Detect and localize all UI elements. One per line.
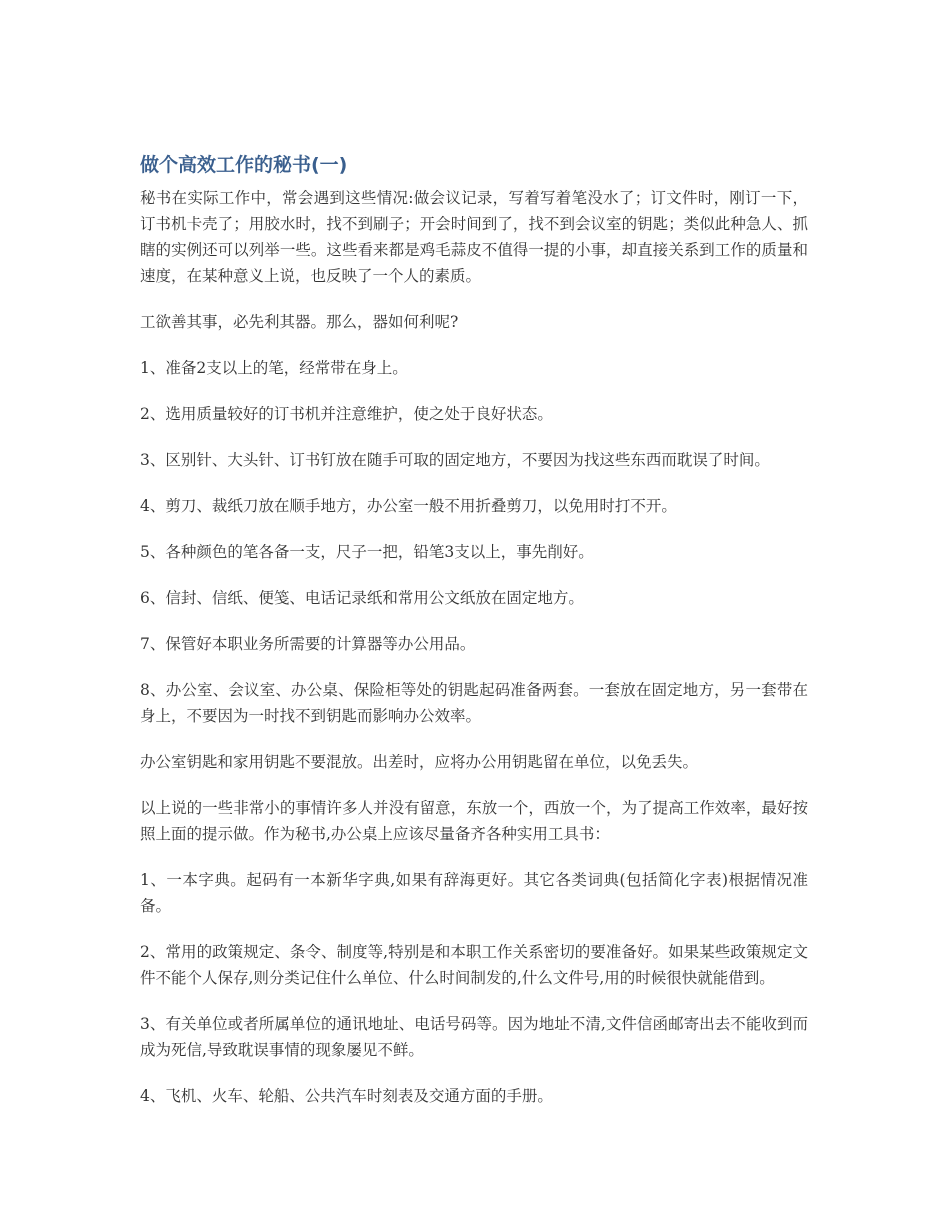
list-item-timetables: 4、飞机、火车、轮船、公共汽车时刻表及交通方面的手册。 [140, 1087, 553, 1105]
list-item-dictionary: 1、一本字典。起码有一本新华字典,如果有辞海更好。其它各类词典(包括简化字表)根据情况准备。 [140, 871, 808, 915]
paragraph-reference-books: 以上说的一些非常小的事情许多人并没有留意，东放一个，西放一个，为了提高工作效率，最好按照上面的提示做。作为秘书,办公桌上应该尽量备齐各种实用工具书： [140, 799, 808, 843]
paragraph-keys-note: 办公室钥匙和家用钥匙不要混放。出差时，应将办公用钥匙留在单位，以免丢失。 [140, 753, 699, 771]
document-title: 做个高效工作的秘书(一) [140, 154, 348, 176]
list-item-pins: 3、区别针、大头针、订书钉放在随手可取的固定地方，不要因为找这些东西而耽误了时间。 [140, 451, 770, 469]
list-item-calculator: 7、保管好本职业务所需要的计算器等办公用品。 [140, 635, 476, 653]
list-item-scissors: 4、剪刀、裁纸刀放在顺手地方，办公室一般不用折叠剪刀，以免用时打不开。 [140, 497, 677, 515]
list-item-keys: 8、办公室、会议室、办公桌、保险柜等处的钥匙起码准备两套。一套放在固定地方，另一套带在身上，不要因为一时找不到钥匙而影响办公效率。 [140, 681, 808, 725]
list-item-addresses: 3、有关单位或者所属单位的通讯地址、电话号码等。因为地址不清,文件信函邮寄出去不能收到而成为死信,导致耽误事情的现象屡见不鲜。 [140, 1015, 808, 1059]
list-item-regulations: 2、常用的政策规定、条令、制度等,特别是和本职工作关系密切的要准备好。如果某些政策规定文件不能个人保存,则分类记住什么单位、什么时间制发的,什么文件号,用的时候很快就能借到。 [140, 943, 808, 987]
list-item-pens: 1、准备2支以上的笔，经常带在身上。 [140, 359, 408, 377]
list-item-stapler: 2、选用质量较好的订书机并注意维护，使之处于良好状态。 [140, 405, 553, 423]
paragraph-question: 工欲善其事，必先利其器。那么，器如何利呢? [140, 313, 459, 331]
list-item-colored-pens: 5、各种颜色的笔各备一支，尺子一把，铅笔3支以上，事先削好。 [140, 543, 594, 561]
paragraph-intro: 秘书在实际工作中，常会遇到这些情况:做会议记录，写着写着笔没水了；订文件时，刚订一下，订书机卡壳了；用胶水时，找不到刷子；开会时间到了，找不到会议室的钥匙；类似此种急人、抓瞎的实例还可以列举一些。这些看来都是鸡毛蒜皮不值得一提的小事，却直接关系到工作的质量和速度，在某种意义上说，也反映了一个人的素质。 [140, 189, 808, 285]
document-page [140, 150, 808, 1129]
list-item-stationery: 6、信封、信纸、便笺、电话记录纸和常用公文纸放在固定地方。 [140, 589, 584, 607]
